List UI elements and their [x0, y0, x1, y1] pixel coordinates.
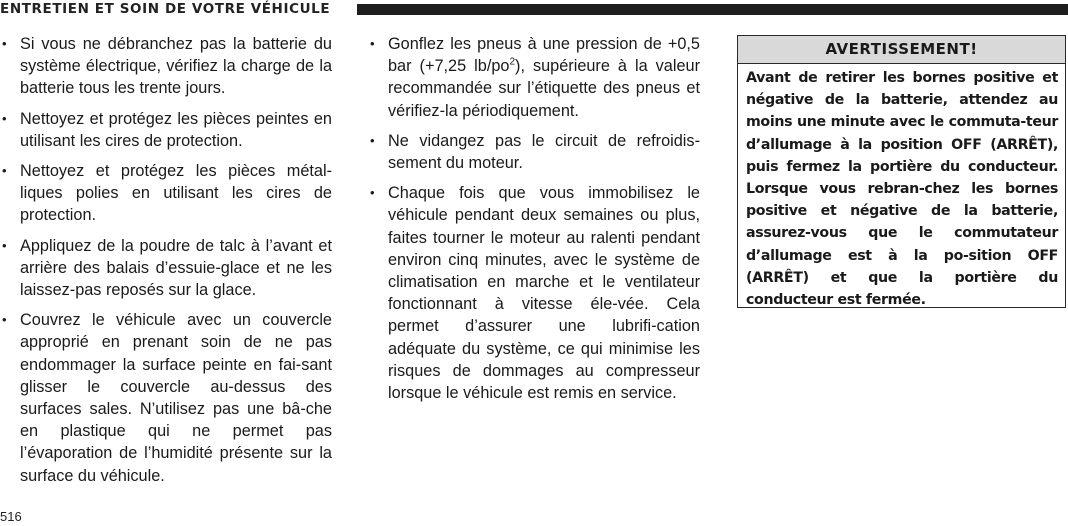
- warning-body: Avant de retirer les bornes positive et négative de la batterie, attendez au moins une minute avec le commuta-teur d’allumage à la position OFF (ARRÊT), puis fermez la portière du conducteur. Lorsque vous rebran-chez les bornes positive et négative de la batterie, assurez-vous que le commutateur d’allumage est à la po-sition OFF (ARRÊT) et que la portière du conducteur est fermée.: [746, 70, 1058, 309]
- bullet-icon: •: [2, 163, 7, 179]
- header-rule-bar: [357, 4, 1068, 15]
- page-number: 516: [0, 509, 22, 524]
- maintenance-list-middle: [368, 33, 700, 404]
- maintenance-list-left: [0, 33, 332, 487]
- tire-pressure-text-before: Gonflez les pneus à une pression de +0,5 bar (+7,25 lb/po: [388, 35, 700, 76]
- list-item: [368, 130, 700, 174]
- list-item: [368, 33, 700, 122]
- tire-pressure-superscript: 2: [509, 56, 516, 68]
- warning-box: [737, 35, 1066, 308]
- list-item-text: Nettoyez et protégez les pièces métal-liques polies en utilisant les cires de protection.: [20, 162, 332, 225]
- bullet-icon: •: [2, 312, 7, 328]
- bullet-icon: •: [370, 36, 375, 51]
- bullet-icon: •: [2, 237, 7, 253]
- list-item-text: Appliquez de la poudre de talc à l’avant et arrière des balais d’essuie-glace et ne les laissez-pas reposés sur la glace.: [20, 236, 332, 300]
- list-item: [0, 309, 332, 487]
- list-item-text: Nettoyez et protégez les pièces peintes en utilisant les cires de protection.: [20, 109, 332, 150]
- list-item: [368, 182, 700, 404]
- left-column: [0, 33, 332, 495]
- middle-column: [368, 33, 700, 412]
- bullet-icon: •: [370, 185, 375, 201]
- list-item: [0, 108, 332, 152]
- section-header: [0, 0, 1068, 20]
- bullet-icon: •: [2, 36, 7, 51]
- list-item: [0, 33, 332, 100]
- list-item: [0, 235, 332, 302]
- list-item-text: Ne vidangez pas le circuit de refroidis-sement du moteur.: [388, 131, 700, 173]
- tire-pressure-text-after: ), supérieure à la valeur recommandée sur l’étiquette des pneus et vérifiez-la périodiquement.: [388, 57, 700, 120]
- bullet-icon: •: [370, 132, 375, 148]
- list-item-text: Chaque fois que vous immobilisez le véhicule pendant deux semaines ou plus, faites tourner le moteur au ralenti pendant environ cinq minutes, avec le système de climatisation en marche et le ventilateur fonctionnant à vitesse éle-vée. Cela permet d’assurer une lubrifi-cation adéquate du système, ce qui minimise les risques de dommages au compresseur lorsque le véhicule est remis en service.: [388, 184, 700, 403]
- warning-title: AVERTISSEMENT!: [738, 36, 1065, 64]
- bullet-icon: •: [2, 110, 7, 126]
- list-item-text: Couvrez le véhicule avec un couvercle approprié en prenant soin de ne pas endommager la surface peinte en fai-sant glisser le couvercle au-dessus des surfaces sales. N’utilisez pas une bâ-che en plastique qui ne permet pas l’évaporation de l’humidité présente sur la surface du véhicule.: [20, 311, 332, 485]
- list-item: [0, 160, 332, 227]
- section-title: ENTRETIEN ET SOIN DE VOTRE VÉHICULE: [0, 1, 331, 17]
- list-item-text: Si vous ne débranchez pas la batterie du système électrique, vérifiez la charge de la batterie tous les trente jours.: [20, 35, 332, 98]
